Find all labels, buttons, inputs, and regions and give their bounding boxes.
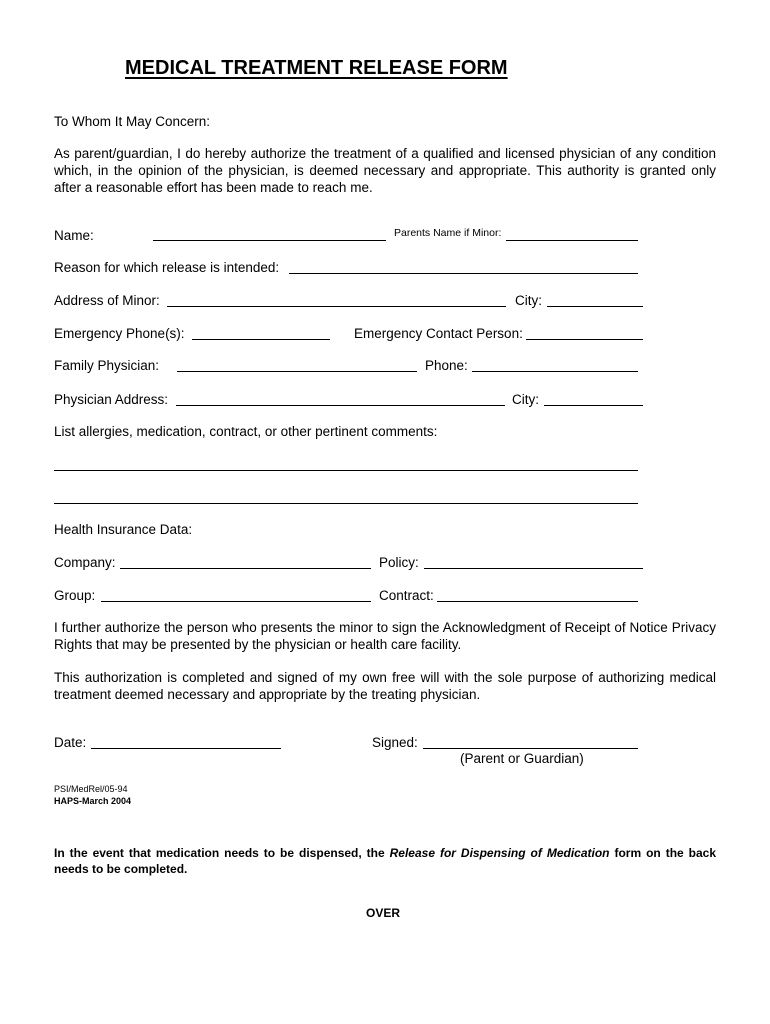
footer-note-before: In the event that medication needs to be dispensed, the (54, 846, 390, 860)
name-field[interactable] (153, 240, 386, 241)
contract-field[interactable] (437, 601, 638, 602)
emergency-contact-field[interactable] (526, 339, 643, 340)
over-label: OVER (366, 906, 401, 920)
address-minor-label: Address of Minor: (54, 293, 160, 308)
allergies-line-2[interactable] (54, 503, 638, 504)
contract-label: Contract: (379, 588, 434, 603)
footer-note-after: form on the back needs to be completed. (54, 846, 717, 876)
page-title: MEDICAL TREATMENT RELEASE FORM (125, 57, 508, 79)
emergency-phone-field[interactable] (192, 339, 330, 340)
policy-field[interactable] (424, 568, 643, 569)
allergies-line-1[interactable] (54, 470, 638, 471)
city-label: City: (515, 293, 542, 308)
form-code-1: PSI/MedRel/05-94 (54, 784, 128, 794)
signature-field[interactable] (423, 748, 638, 749)
city2-field[interactable] (544, 405, 643, 406)
policy-label: Policy: (379, 555, 419, 570)
authorization-paragraph-2: This authorization is completed and signed of my own free will with the sole purpose of authorizing medical treatment deemed necessary and appropriate by the treating physician. (54, 670, 716, 702)
reason-label: Reason for which release is intended: (54, 260, 280, 275)
footer-note-italic: Release for Dispensing of Medication (389, 846, 610, 860)
form-code-2: HAPS-March 2004 (54, 796, 132, 806)
company-field[interactable] (120, 568, 371, 569)
parents-name-label: Parents Name if Minor: (394, 227, 502, 239)
emergency-phone-label: Emergency Phone(s): (54, 326, 185, 341)
date-label: Date: (54, 735, 87, 750)
salutation: To Whom It May Concern: (54, 114, 211, 129)
insurance-heading: Health Insurance Data: (54, 522, 193, 537)
signed-label: Signed: (372, 735, 418, 750)
signed-note: (Parent or Guardian) (460, 751, 584, 766)
phone-field[interactable] (472, 371, 638, 372)
physician-address-field[interactable] (176, 405, 505, 406)
city-field[interactable] (547, 306, 643, 307)
date-field[interactable] (91, 748, 281, 749)
address-minor-field[interactable] (167, 306, 506, 307)
name-label: Name: (54, 228, 94, 243)
physician-address-label: Physician Address: (54, 392, 169, 407)
group-field[interactable] (101, 601, 371, 602)
reason-field[interactable] (289, 273, 638, 274)
intro-paragraph: As parent/guardian, I do hereby authorize the treatment of a qualified and licensed physician of any condition which, in the opinion of the physician, is deemed necessary and appropriate. This authority is granted only after a reasonable effort has been made to reach me. (54, 146, 716, 195)
allergies-label: List allergies, medication, contract, or other pertinent comments: (54, 424, 438, 439)
footer-note (54, 845, 716, 877)
city2-label: City: (512, 392, 539, 407)
phone-label: Phone: (425, 358, 468, 373)
emergency-contact-label: Emergency Contact Person: (354, 326, 523, 341)
company-label: Company: (54, 555, 116, 570)
authorization-paragraph-1: I further authorize the person who presents the minor to sign the Acknowledgment of Receipt of Notice Privacy Rights that may be presented by the physician or health care facility. (54, 620, 716, 652)
family-physician-field[interactable] (177, 371, 417, 372)
family-physician-label: Family Physician: (54, 358, 160, 373)
parents-name-field[interactable] (506, 240, 638, 241)
group-label: Group: (54, 588, 96, 603)
